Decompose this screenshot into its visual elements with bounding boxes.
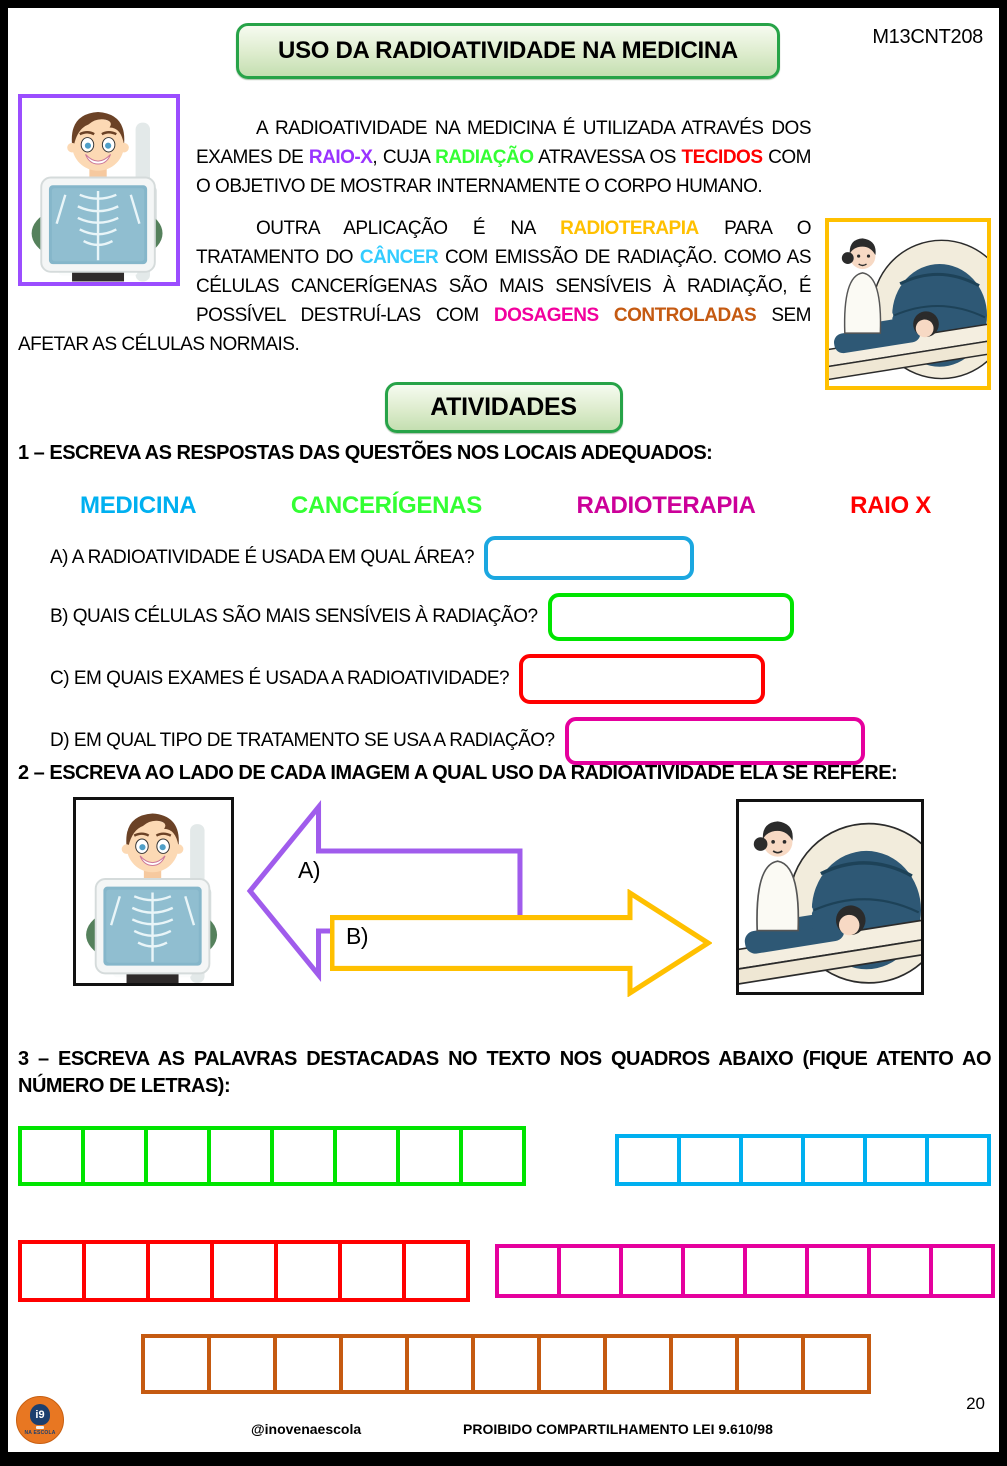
logo-subtext: NA ESCOLA [24, 1430, 56, 1436]
letter-cell[interactable] [743, 1138, 805, 1182]
letter-cell[interactable] [607, 1338, 673, 1390]
activities-title-box [385, 382, 623, 433]
answer-box-a[interactable] [484, 536, 694, 580]
paragraph-text: PARA O TRATAMENTO DO [196, 218, 812, 268]
question-2-prompt: 2 – ESCREVA AO LADO DE CADA IMAGEM A QUAL USO DA RADIOATIVIDADE ELA SE REFERE: [18, 762, 898, 784]
highlight-controladas: CONTROLADAS [613, 305, 757, 326]
question-1b-text: B) QUAIS CÉLULAS SÃO MAIS SENSÍVEIS À RADIAÇÃO? [50, 606, 538, 627]
xray-illustration [18, 94, 180, 286]
paragraph-text: COM O OBJETIVO DE MOSTRAR INTERNAMENTE O CORPO HUMANO. [196, 147, 811, 197]
letter-cell[interactable] [277, 1338, 343, 1390]
letter-row-brown [141, 1334, 871, 1394]
paragraph-text: A RADIOATIVIDADE NA MEDICINA É UTILIZADA ATRAVÉS DOS EXAMES DE [196, 118, 811, 168]
arrow-b-label: B) [346, 923, 368, 949]
letter-cell[interactable] [805, 1138, 867, 1182]
arrow-a-label: A) [298, 857, 320, 883]
letter-cell[interactable] [211, 1338, 277, 1390]
highlight-tecidos: TECIDOS [681, 147, 763, 168]
answer-arrow-b[interactable] [330, 889, 712, 997]
question-3-prompt: 3 – ESCREVA AS PALAVRAS DESTACADAS NO TEXTO NOS QUADROS ABAIXO (FIQUE ATENTO AO NÚMERO DE LETRAS): [18, 1048, 991, 1097]
highlight-radiacao: RADIAÇÃO [435, 147, 534, 168]
xray-boy-icon [76, 800, 231, 983]
page-number: 20 [966, 1394, 985, 1413]
letter-cell[interactable] [22, 1244, 86, 1298]
letter-cell[interactable] [406, 1244, 466, 1298]
letter-cell[interactable] [342, 1244, 406, 1298]
letter-cell[interactable] [623, 1248, 685, 1294]
question-3-section [18, 1046, 991, 1418]
letter-cell[interactable] [933, 1248, 991, 1294]
letter-cell[interactable] [148, 1130, 211, 1182]
activities-header [8, 382, 999, 433]
letter-cell[interactable] [86, 1244, 150, 1298]
letter-cell[interactable] [150, 1244, 214, 1298]
paragraph-text [599, 305, 614, 326]
question-2-xray-image [73, 797, 234, 986]
letter-cell[interactable] [747, 1248, 809, 1294]
question-1c-text: C) EM QUAIS EXAMES É USADA A RADIOATIVIDADE? [50, 668, 510, 689]
word-bank-raio-x: RAIO X [850, 492, 931, 519]
highlight-raio-x: RAIO-X [308, 147, 373, 168]
logo-text: i9 [35, 1408, 45, 1421]
question-1a-row [18, 536, 991, 580]
letter-row-red [18, 1240, 470, 1302]
radiotherapy-illustration [825, 218, 991, 390]
word-bank-radioterapia: RADIOTERAPIA [576, 492, 756, 519]
letter-row-green [18, 1126, 526, 1186]
letter-row-magenta [495, 1244, 995, 1298]
radiotherapy-machine-icon [739, 802, 921, 992]
answer-box-d[interactable] [565, 717, 865, 765]
letter-cell[interactable] [343, 1338, 409, 1390]
right-arrow-icon [330, 889, 712, 997]
letter-cell[interactable] [337, 1130, 400, 1182]
letter-cell[interactable] [871, 1248, 933, 1294]
letter-cell[interactable] [463, 1130, 522, 1182]
letter-cell[interactable] [805, 1338, 867, 1390]
letter-cell[interactable] [541, 1338, 607, 1390]
question-1c-row [18, 654, 991, 704]
worksheet-title-box [236, 23, 780, 79]
school-logo [16, 1396, 64, 1444]
answer-box-c[interactable] [519, 654, 765, 704]
activities-title: ATIVIDADES [430, 393, 577, 421]
word-bank-cancerigenas: CANCERÍGENAS [290, 492, 482, 519]
letter-cell[interactable] [409, 1338, 475, 1390]
word-bank [18, 492, 991, 520]
highlight-cancer: CÂNCER [359, 247, 439, 268]
paragraph-text: OUTRA APLICAÇÃO É NA [256, 218, 561, 239]
letter-row-cyan [615, 1134, 991, 1186]
letter-cell[interactable] [400, 1130, 463, 1182]
xray-boy-icon [22, 98, 176, 282]
question-1b-row [18, 593, 991, 641]
paragraph-text: COM EMISSÃO DE RADIAÇÃO. COMO AS CÉLULAS CANCERÍGENAS SÃO MAIS SENSÍVEIS À RADIAÇÃO, É POSSÍVEL DESTRUÍ-LAS COM [196, 247, 811, 326]
word-bank-medicina: MEDICINA [80, 492, 197, 519]
lightbulb-base-icon [36, 1426, 44, 1429]
letter-cell[interactable] [619, 1138, 681, 1182]
letter-cell[interactable] [809, 1248, 871, 1294]
question-1d-row [18, 717, 991, 765]
question-1a-text: A) A RADIOATIVIDADE É USADA EM QUAL ÁREA? [50, 547, 475, 568]
letter-cell[interactable] [211, 1130, 274, 1182]
question-1-prompt: 1 – ESCREVA AS RESPOSTAS DAS QUESTÕES NOS LOCAIS ADEQUADOS: [18, 442, 713, 464]
paragraph-text: SEM AFETAR AS CÉLULAS NORMAIS. [18, 305, 812, 355]
letter-cell[interactable] [499, 1248, 561, 1294]
question-2-radiotherapy-image [736, 799, 924, 995]
letter-cell[interactable] [274, 1130, 337, 1182]
letter-cell[interactable] [867, 1138, 929, 1182]
letter-cell[interactable] [22, 1130, 85, 1182]
letter-cell[interactable] [929, 1138, 987, 1182]
document-code: M13CNT208 [872, 26, 983, 48]
intro-section [18, 92, 991, 390]
letter-cell[interactable] [685, 1248, 747, 1294]
letter-cell[interactable] [673, 1338, 739, 1390]
letter-cell[interactable] [85, 1130, 148, 1182]
highlight-dosagens: DOSAGENS [493, 305, 599, 326]
question-2-figures [18, 795, 991, 1007]
letter-cell[interactable] [561, 1248, 623, 1294]
letter-cell[interactable] [145, 1338, 211, 1390]
question-1-section [18, 440, 991, 765]
instagram-handle: @inovenaescola [251, 1421, 362, 1437]
radiotherapy-machine-icon [829, 222, 987, 386]
answer-box-b[interactable] [548, 593, 794, 641]
paragraph-text: , CUJA [372, 147, 436, 168]
page-title: USO DA RADIOATIVIDADE NA MEDICINA [278, 37, 738, 64]
letter-cell[interactable] [278, 1244, 342, 1298]
letter-cell[interactable] [475, 1338, 541, 1390]
copyright-notice: PROIBIDO COMPARTILHAMENTO LEI 9.610/98 [463, 1421, 773, 1437]
letter-cell[interactable] [681, 1138, 743, 1182]
letter-cell[interactable] [214, 1244, 278, 1298]
question-2-section [18, 760, 991, 1007]
letter-cell[interactable] [739, 1338, 805, 1390]
highlight-radioterapia: RADIOTERAPIA [560, 218, 699, 239]
lightbulb-icon [30, 1404, 50, 1425]
question-1d-text: D) EM QUAL TIPO DE TRATAMENTO SE USA A RADIAÇÃO? [50, 730, 555, 751]
paragraph-text: ATRAVESSA OS [533, 147, 682, 168]
